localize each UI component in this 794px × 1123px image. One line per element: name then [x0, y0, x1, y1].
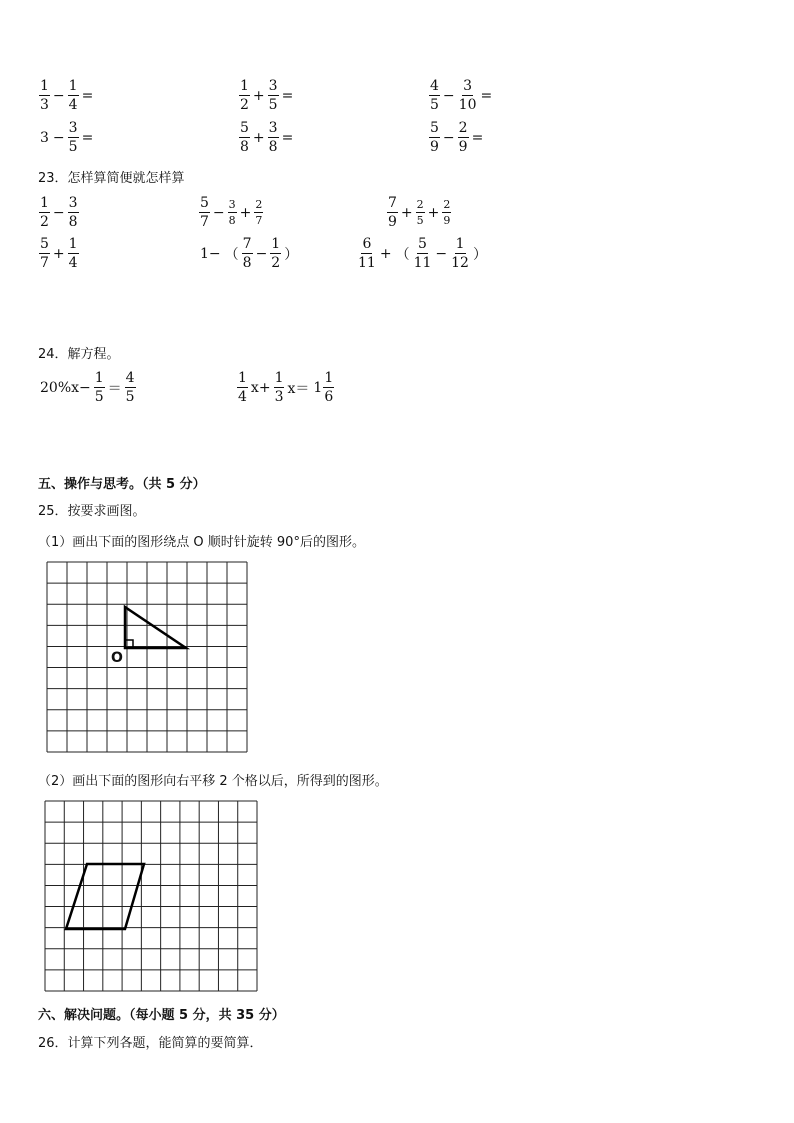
question-23-title: 23．怎样算简便就怎样算	[38, 171, 185, 186]
right-triangle	[125, 607, 186, 648]
q23-expr-5: 1− （ $\frac{7}{8}$ − $\frac{1}{2}$ ）	[200, 236, 299, 271]
fraction: $\frac{1}{4}$	[68, 236, 78, 271]
grid-lines	[47, 562, 247, 752]
fraction: $\frac{2}{9}$	[443, 198, 451, 227]
fraction: $\frac{2}{9}$	[458, 120, 468, 155]
fraction: $\frac{5}{7}$	[40, 236, 49, 271]
exercise-1-3: $\frac{4}{5}$ − $\frac{3}{10}$ =	[430, 78, 493, 113]
fraction: $\frac{7}{9}$	[388, 195, 397, 230]
fraction: $\frac{1}{4}$	[238, 370, 247, 405]
fraction: $\frac{2}{7}$	[255, 198, 263, 227]
fraction: $\frac{3}{5}$	[268, 78, 278, 113]
fraction: $\frac{3}{8}$	[228, 198, 236, 227]
q23-expr-4: $\frac{5}{7}$ + $\frac{1}{4}$	[40, 236, 78, 271]
question-24-title: 24．解方程。	[38, 347, 120, 362]
q23-expr-3: $\frac{7}{9}$ + $\frac{2}{5}$ + $\frac{2}{9}$	[388, 195, 451, 230]
question-25-part-2: （2）画出下面的图形向右平移 2 个格以后，所得到的图形。	[38, 774, 388, 789]
fraction: $\frac{1}{2}$	[240, 78, 249, 113]
q23-expr-2: $\frac{5}{7}$ − $\frac{3}{8}$ + $\frac{2}{7}$	[200, 195, 263, 230]
parallelogram	[66, 864, 144, 929]
fraction: $\frac{5}{11}$	[413, 236, 432, 271]
equation-2: $\frac{1}{4}$ x+ $\frac{1}{3}$ x＝ 1 $\frac{1}{6}$	[238, 370, 334, 405]
grid-translation	[44, 800, 260, 994]
fraction: $\frac{3}{10}$	[458, 78, 477, 113]
grid-rotation	[46, 561, 250, 755]
fraction: $\frac{7}{8}$	[242, 236, 252, 271]
question-25-part-1: （1）画出下面的图形绕点 O 顺时针旋转 90°后的图形。	[38, 535, 365, 550]
fraction: $\frac{5}{8}$	[240, 120, 249, 155]
equation-1: 20%x− $\frac{1}{5}$ ＝ $\frac{4}{5}$	[40, 370, 135, 405]
point-o-label: O	[111, 650, 123, 666]
fraction: $\frac{1}{2}$	[271, 236, 281, 271]
fraction: $\frac{4}{5}$	[430, 78, 439, 113]
fraction: $\frac{4}{5}$	[125, 370, 135, 405]
question-25-title: 25．按要求画图。	[38, 504, 146, 519]
fraction: $\frac{5}{9}$	[430, 120, 439, 155]
fraction: $\frac{6}{11}$	[358, 236, 376, 271]
section-5-title: 五、操作与思考。（共 5 分）	[38, 477, 206, 492]
fraction: $\frac{1}{2}$	[40, 195, 49, 230]
q23-expr-1: $\frac{1}{2}$ − $\frac{3}{8}$	[40, 195, 78, 230]
exercise-2-3: $\frac{5}{9}$ − $\frac{2}{9}$ =	[430, 120, 484, 155]
fraction: $\frac{5}{7}$	[200, 195, 209, 230]
fraction: $\frac{2}{5}$	[416, 198, 424, 227]
exercise-1-2: $\frac{1}{2}$ + $\frac{3}{5}$ =	[240, 78, 294, 113]
fraction: $\frac{1}{4}$	[68, 78, 78, 113]
exercise-2-1: 3 − $\frac{3}{5}$ =	[40, 120, 94, 155]
exercise-2-2: $\frac{5}{8}$ + $\frac{3}{8}$ =	[240, 120, 294, 155]
fraction: $\frac{3}{8}$	[68, 195, 78, 230]
fraction: $\frac{1}{3}$	[274, 370, 284, 405]
fraction: $\frac{1}{12}$	[451, 236, 469, 271]
fraction: $\frac{3}{5}$	[68, 120, 78, 155]
fraction: $\frac{1}{5}$	[94, 370, 104, 405]
q23-expr-6: $\frac{6}{11}$ + （ $\frac{5}{11}$ − $\frac{1}{12}$ ）	[358, 236, 487, 271]
fraction: $\frac{1}{3}$	[40, 78, 49, 113]
fraction: $\frac{3}{8}$	[268, 120, 278, 155]
fraction: $\frac{1}{6}$	[324, 370, 334, 405]
section-6-title: 六、解决问题。（每小题 5 分，共 35 分）	[38, 1008, 285, 1023]
exercise-1-1: $\frac{1}{3}$ − $\frac{1}{4}$ =	[40, 78, 94, 113]
question-26-title: 26．计算下列各题，能简算的要简算．	[38, 1036, 263, 1051]
